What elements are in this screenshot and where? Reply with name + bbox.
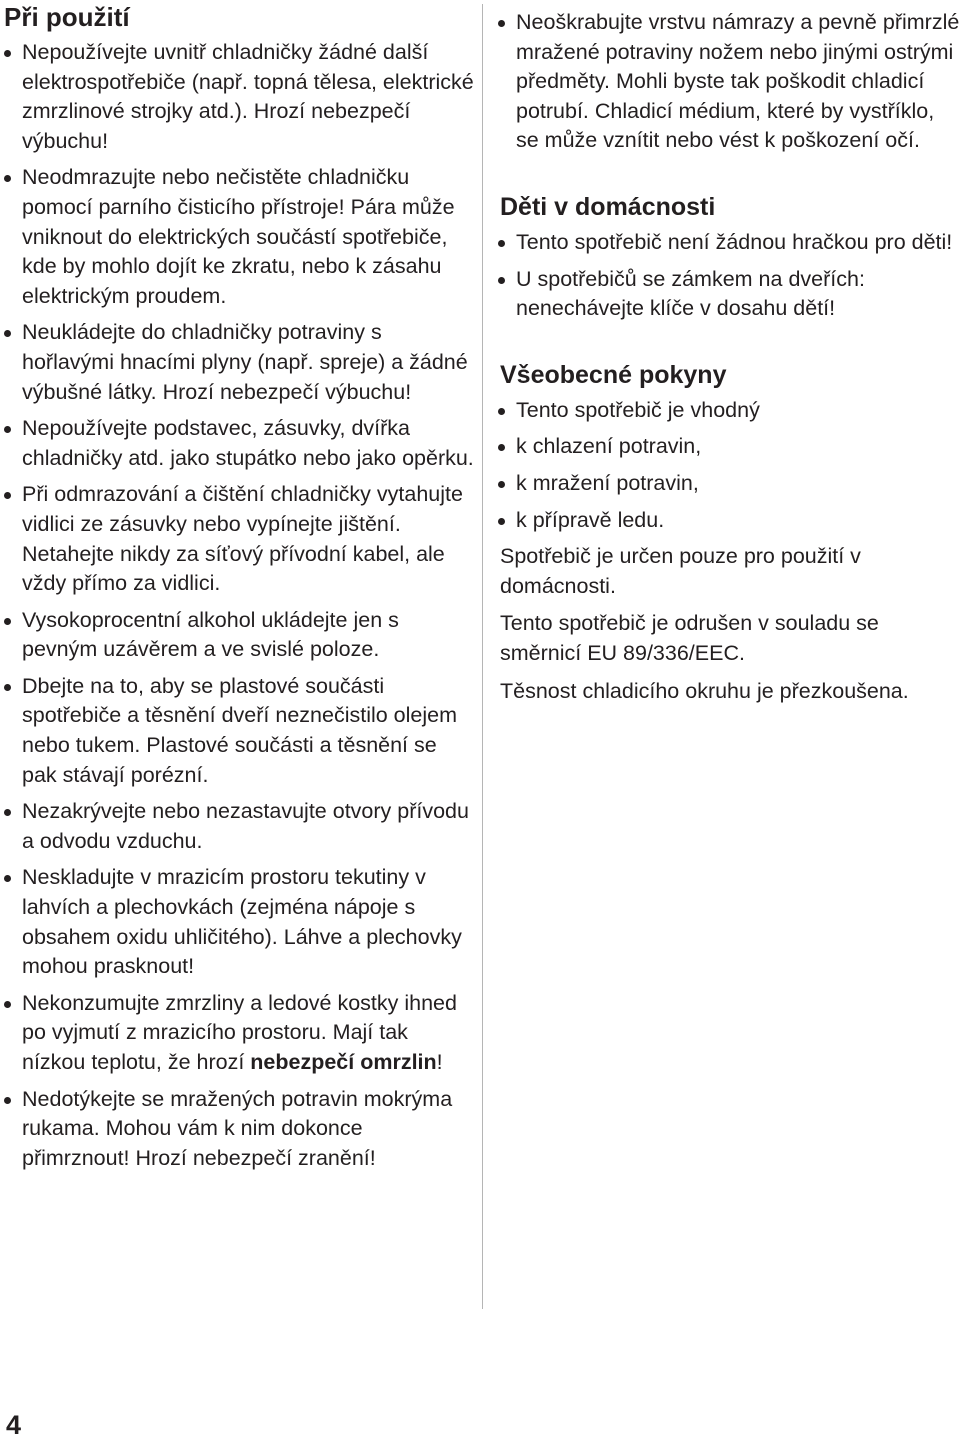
list-item-text: Neukládejte do chladničky potraviny s hořlavými hnacími plyny (např. spreje) a žádné výbušné látky. Hrozí nebezpečí výbuchu!: [22, 320, 468, 404]
list-item: [4, 414, 474, 473]
list-item-text: k mražení potravin,: [516, 470, 699, 495]
list-item: [498, 265, 960, 324]
list-item: [498, 469, 960, 499]
list-item: [4, 989, 474, 1078]
list-item-text: Nepoužívejte uvnitř chladničky žádné další elektrospotřebiče (např. topná tělesa, elektrické zmrzlinové strojky atd.). Hrozí nebezpečí výbuchu!: [22, 40, 474, 153]
list-item-text: Nedotýkejte se mražených potravin mokrýma rukama. Mohou vám k nim dokonce přimrznout! Hrozí nebezpečí zranění!: [22, 1086, 453, 1170]
list-item-text: Při odmrazování a čištění chladničky vytahujte vidlici ze zásuvky nebo vypínejte jištění.: [22, 482, 463, 536]
continued-bullet-list: [498, 8, 960, 156]
section-general: [498, 360, 960, 706]
list-item-text: k přípravě ledu.: [516, 507, 665, 532]
list-item-text: Nekonzumujte zmrzliny a ledové kostky ihned po vyjmutí z mrazicího prostoru. Mají tak nízkou teplotu, že hrozí: [22, 990, 457, 1074]
paragraph: Těsnost chladicího okruhu je přezkoušena.: [500, 678, 909, 703]
section-heading-usage: Při použití: [4, 2, 130, 32]
list-item-text: Nezakrývejte nebo nezastavujte otvory přívodu a odvodu vzduchu.: [22, 799, 469, 853]
list-item: [4, 318, 474, 407]
list-item-text: k chlazení potravin,: [516, 434, 702, 459]
list-item-text-after: !: [436, 1050, 443, 1074]
list-item-text: Tento spotřebič není žádnou hračkou pro děti!: [516, 229, 953, 254]
list-item: [498, 8, 960, 156]
children-bullet-list: [498, 228, 960, 324]
list-item: [498, 432, 960, 462]
list-item-text: Neodmrazujte nebo nečistěte chladničku pomocí parního čisticího přístroje! Pára může vniknout do elektrických součástí spotřebiče, kde by mohlo dojít ke zkratu, nebo k zásahu elektrickým proudem.: [22, 165, 455, 308]
list-item: [498, 506, 960, 536]
list-item-text: Nepoužívejte podstavec, zásuvky, dvířka chladničky atd. jako stupátko nebo jako opěrku.: [22, 416, 474, 470]
usage-bullet-list: [4, 38, 474, 1173]
list-item: [4, 606, 474, 665]
section-heading-children: Děti v domácnosti: [500, 192, 716, 221]
list-item: [4, 38, 474, 156]
list-item-text: Neoškrabujte vrstvu námrazy a pevně přimrzlé mražené potraviny nožem nebo jinými ostrými předměty. Mohli byste tak poškodit chladicí potrubí. Chladicí médium, které by vystříklo, se může vznítit nebo vést k poškození očí.: [516, 10, 960, 153]
list-item-text: Vysokoprocentní alkohol ukládejte jen s pevným uzávěrem a ve svislé poloze.: [22, 607, 399, 662]
list-item: [4, 1085, 474, 1174]
left-column: [4, 2, 474, 1385]
paragraph: Tento spotřebič je odrušen v souladu se směrnicí EU 89/336/EEC.: [500, 611, 879, 665]
column-divider: [482, 4, 483, 1309]
section-heading-general: Všeobecné pokyny: [500, 360, 727, 389]
list-item: [498, 396, 960, 426]
list-item: [4, 672, 474, 790]
list-item-bold-text: nebezpečí omrzlin: [250, 1050, 437, 1074]
list-item-text: Dbejte na to, aby se plastové součásti spotřebiče a těsnění dveří neznečistilo olejem nebo tukem. Plastové součásti a těsnění se pak stávají porézní.: [22, 673, 458, 787]
section-children: [498, 192, 960, 324]
page-number: 4: [6, 1410, 22, 1440]
list-item: [4, 480, 474, 598]
list-item-text: Tento spotřebič je vhodný: [516, 397, 760, 422]
paragraph: Spotřebič je určen pouze pro použití v domácnosti.: [500, 544, 861, 598]
list-item: [498, 228, 960, 258]
list-item-extra-text: Netahejte nikdy za síťový přívodní kabel, ale vždy přímo za vidlici.: [22, 541, 445, 596]
general-bullet-list: [498, 396, 960, 535]
list-item-text: U spotřebičů se zámkem na dveřích: nenechávejte klíče v dosahu dětí!: [516, 266, 865, 321]
list-item-text: Neskladujte v mrazicím prostoru tekutiny v lahvích a plechovkách (zejména nápoje s obsahem oxidu uhličitého). Láhve a plechovky mohou prasknout!: [22, 865, 462, 979]
list-item: [4, 163, 474, 311]
list-item: [4, 797, 474, 856]
list-item: [4, 863, 474, 981]
right-column: [498, 8, 960, 714]
